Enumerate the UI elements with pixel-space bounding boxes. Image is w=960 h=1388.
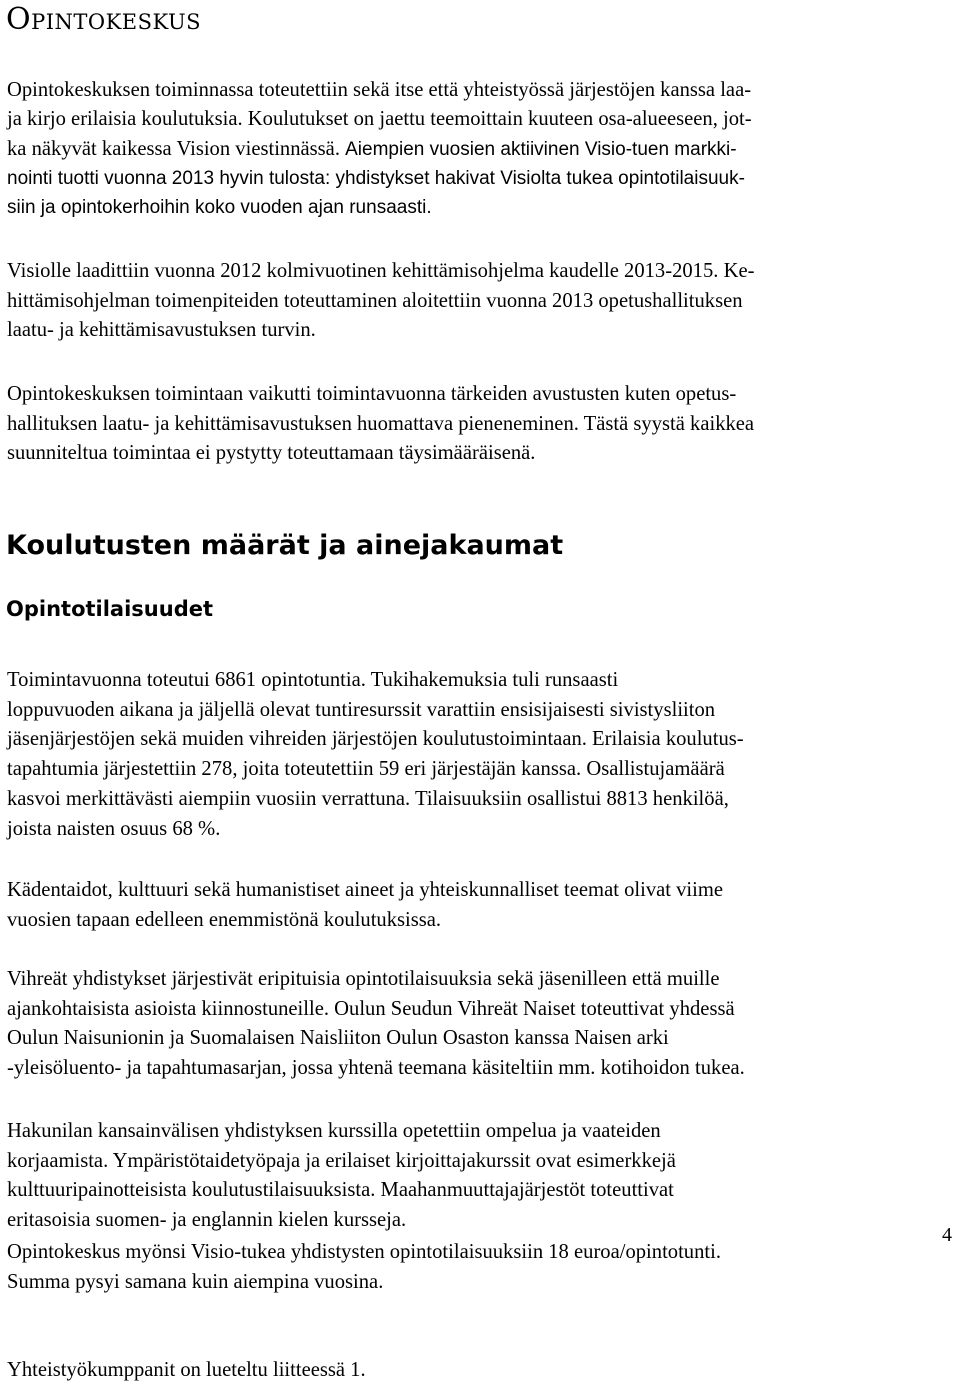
paragraph-visio-support: Opintokeskus myönsi Visio-tukea yhdistysten opintotilaisuuksiin 18 euroa/opintotunti. Summa pysyi samana kuin aiempina vuosina.	[7, 1241, 721, 1293]
intro-text-sans: Aiempien vuosien aktiivinen Visio-tuen markki- nointi tuotti vuonna 2013 hyvin tulosta: yhdistykset hakivat Visiolta tukea opintotilaisuuk- siin ja opintokerhoihin koko vuoden ajan runsaasti.	[7, 138, 745, 219]
paragraph-study-hours: Toimintavuonna toteutui 6861 opintotuntia. Tukihakemuksia tuli runsaasti loppuvuoden aikana ja jäljellä olevat tuntiresurssit varattiin ensisijaisesti sivistysliiton jäsenjärjestöjen sekä muiden vihreiden järjestöjen koulutustoimintaan. Erilaisia koulutus- tapahtumia järjestettiin 278, joita toteutettiin 59 eri järjestäjän kanssa. Osallistujamäärä kasvoi merkittävästi aiempiin vuosiin verrattuna. Tilaisuuksiin osallistui 8813 henkilöä, joista naisten osuus 68 %.	[7, 669, 744, 840]
page-title: Opintokeskus	[6, 2, 202, 37]
paragraph-courses: Hakunilan kansainvälisen yhdistyksen kurssilla opetettiin ompelua ja vaateiden korjaamista. Ympäristötaidetyöpaja ja erilaiset kirjoittajakurssit ovat esimerkkejä kulttuuripainotteisista koulutustilaisuuksista. Maahanmuuttajajärjestöt toteuttivat eritasoisia suomen- ja englannin kielen kursseja.	[7, 1120, 676, 1232]
intro-text-serif: Opintokeskuksen toiminnassa toteutettiin sekä itse että yhteistyössä järjestöjen kanssa laa- ja kirjo erilaisia koulutuksia. Koulutukset on jaettu teemoittain kuuteen osa-alueeseen, jot- ka näkyvät kaikessa Vision viestinnässä.	[7, 79, 752, 160]
intro-paragraph	[7, 76, 957, 222]
paragraph-development-program: Visiolle laadittiin vuonna 2012 kolmivuotinen kehittämisohjelma kaudelle 2013-2015. Ke- hittämisohjelman toimenpiteiden toteuttaminen aloitettiin vuonna 2013 opetushallituksen laatu- ja kehittämisavustuksen turvin.	[7, 260, 755, 342]
section-heading: Koulutusten määrät ja ainejakaumat	[6, 530, 564, 561]
paragraph-partners: Yhteistyökumppanit on lueteltu liitteessä 1.	[7, 1359, 366, 1381]
paragraph-green-associations: Vihreät yhdistykset järjestivät eripituisia opintotilaisuuksia sekä jäsenilleen että muille ajankohtaisista asioista kiinnostuneille. Oulun Seudun Vihreät Naiset toteuttivat yhdessä Oulun Naisunionin ja Suomalaisen Naisliiton Oulun Osaston kanssa Naisen arki -yleisöluento- ja tapahtumasarjan, jossa yhtenä teemana käsiteltiin mm. kotihoidon tukea.	[7, 968, 745, 1080]
paragraph-funding: Opintokeskuksen toimintaan vaikutti toimintavuonna tärkeiden avustusten kuten opetus- hallituksen laatu- ja kehittämisavustuksen huomattava pieneneminen. Tästä syystä kaikkea suunniteltua toimintaa ei pystytty toteuttamaan täysimääräisenä.	[7, 383, 755, 465]
paragraph-subjects: Kädentaidot, kulttuuri sekä humanistiset aineet ja yhteiskunnalliset teemat olivat viime vuosien tapaan edelleen enemmistönä koulutuksissa.	[7, 879, 724, 931]
subsection-heading: Opintotilaisuudet	[6, 597, 214, 621]
page-number: 4	[942, 1224, 952, 1246]
